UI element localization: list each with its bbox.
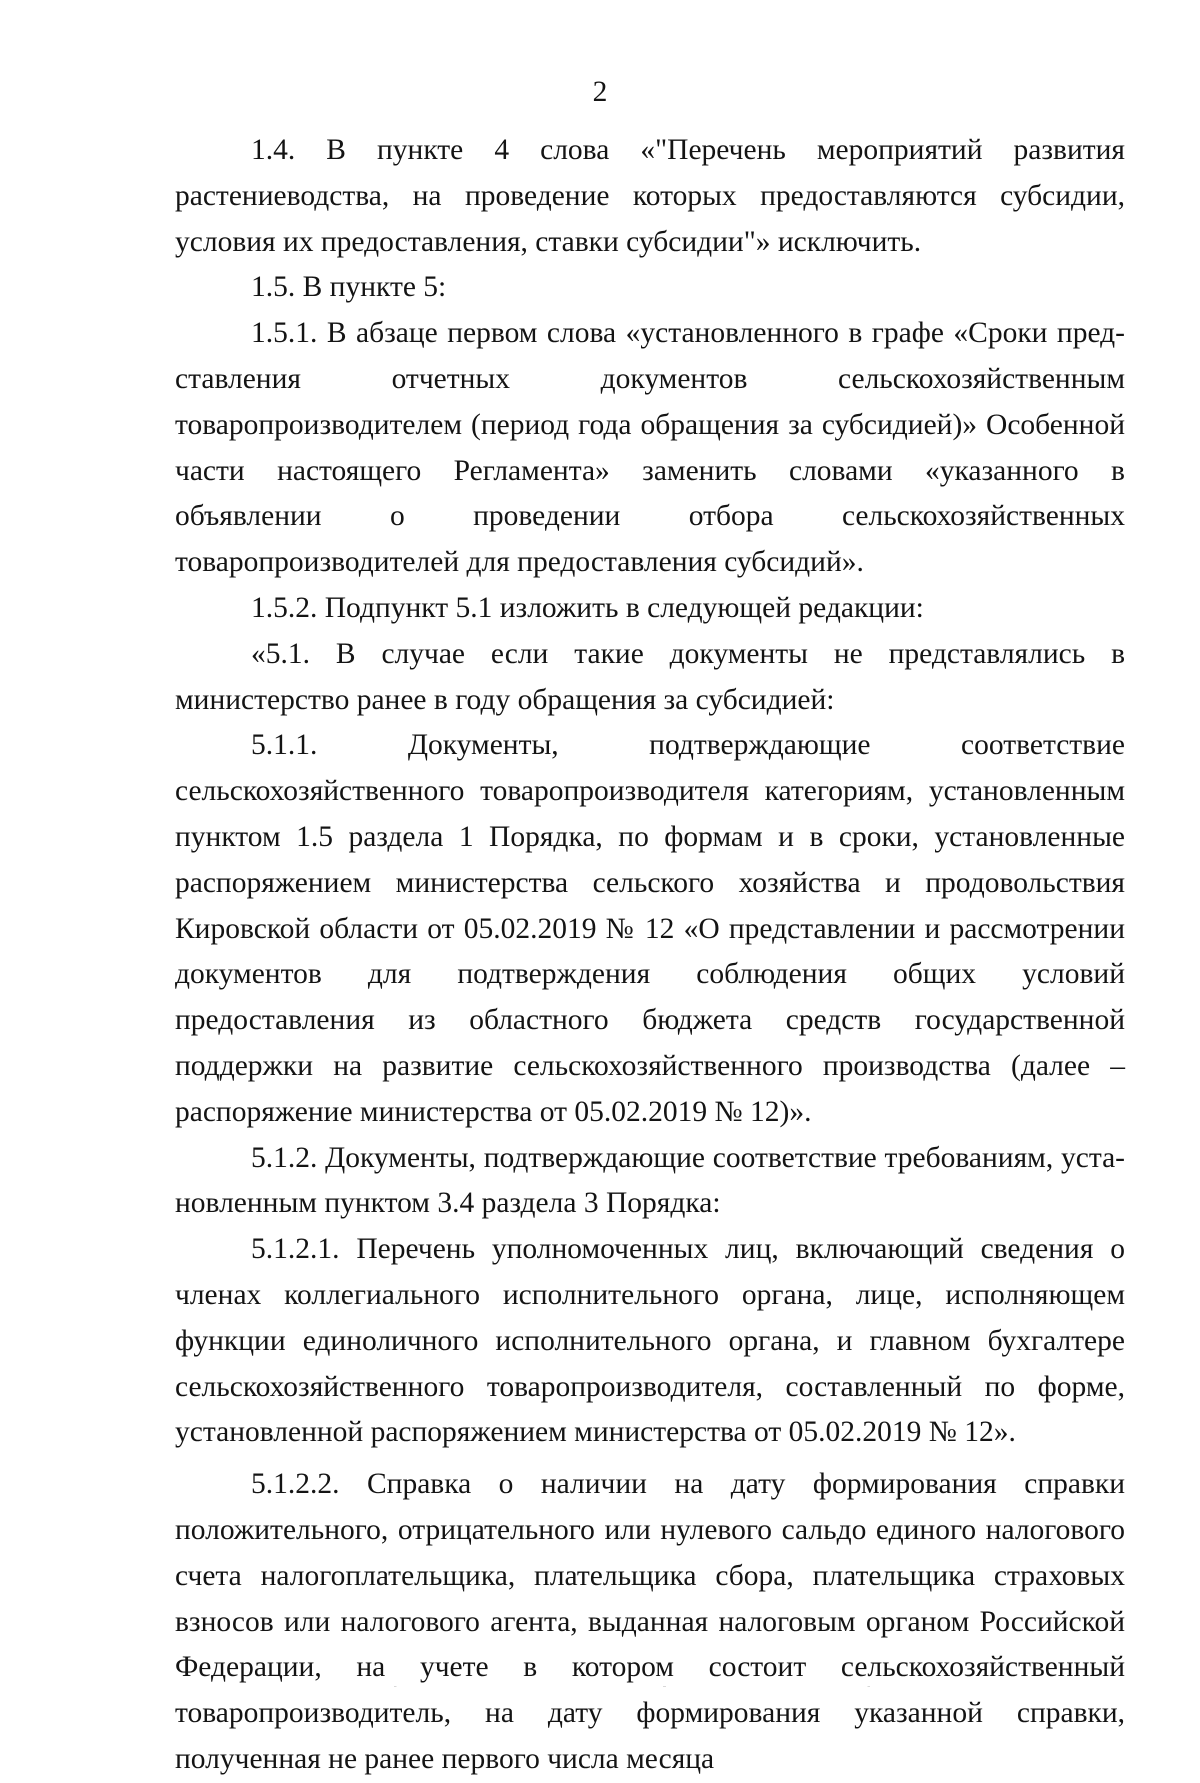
paragraph-1-5: 1.5. В пункте 5: (251, 271, 447, 304)
paragraph-5-1-2: 5.1.2. Документы, подтверждающие соответствие требованиям, установленным пунктом 3.4 раздела 3 Порядка: (175, 1141, 1125, 1220)
paragraph-5-1-2-1: 5.1.2.1. Перечень уполномоченных лиц, включающий сведения о членах коллегиального исполнительного органа, лице, исполняющем функции единоличного исполнительного органа, и главном бухгалтере сельскохозяйственного товаропроизводителя, составленный по форме, установленной распоряжением министерства от 05.02.2019 № 12». (175, 1233, 1125, 1449)
scan-artifact (330, 1686, 970, 1687)
paragraph-5-1-1: 5.1.1. Документы, подтверждающие соответствие сельскохозяйственного товаропроизводителя категориям, установленным пунктом 1.5 раздела 1 Порядка, по формам и в сроки, установленные распоряжением министерства сельского хозяйства и продовольствия Кировской области от 05.02.2019 № 12 «О представлении и рассмотрении документов для подтверждения соблюдения общих условий предоставления из областного бюджета средств государственной поддержки на развитие сельскохозяйственного производства (далее – распоряжение министерства от 05.02.2019 № 12)». (175, 729, 1125, 1128)
paragraph-1-5-1: 1.5.1. В абзаце первом слова «установленного в графе «Сроки представления отчетных документов сельскохозяйственным товаропроизводителем (период года обращения за субсидией)» Особенной части настоящего Регламента» заменить словами «указанного в объявлении о проведении отбора сельскохозяйственных товаропроизводителей для предоставления субсидий». (175, 317, 1125, 579)
paragraph-1-4: 1.4. В пункте 4 слова «"Перечень мероприятий развития растениеводства, на проведение которых предоставляются субсидии, условия их предоставления, ставки субсидии"» исключить. (175, 134, 1125, 258)
paragraph-5-1: «5.1. В случае если такие документы не представлялись в министерство ранее в году обращения за субсидией: (175, 637, 1125, 716)
document-body (175, 128, 1125, 1783)
paragraph-5-1-2-2: 5.1.2.2. Справка о наличии на дату формирования справки положительного, отрицательного или нулевого сальдо единого налогового счета налогоплательщика, плательщика сбора, плательщика страховых взносов или налогового агента, выданная налоговым органом Российской Федерации, на учете в котором состоит сельскохозяйственный товаропроизводитель, на дату формирования указанной справки, полученная не ранее первого числа месяца (175, 1468, 1125, 1775)
paragraph-1-5-2: 1.5.2. Подпункт 5.1 изложить в следующей редакции: (251, 591, 924, 624)
page-number: 2 (592, 76, 608, 108)
